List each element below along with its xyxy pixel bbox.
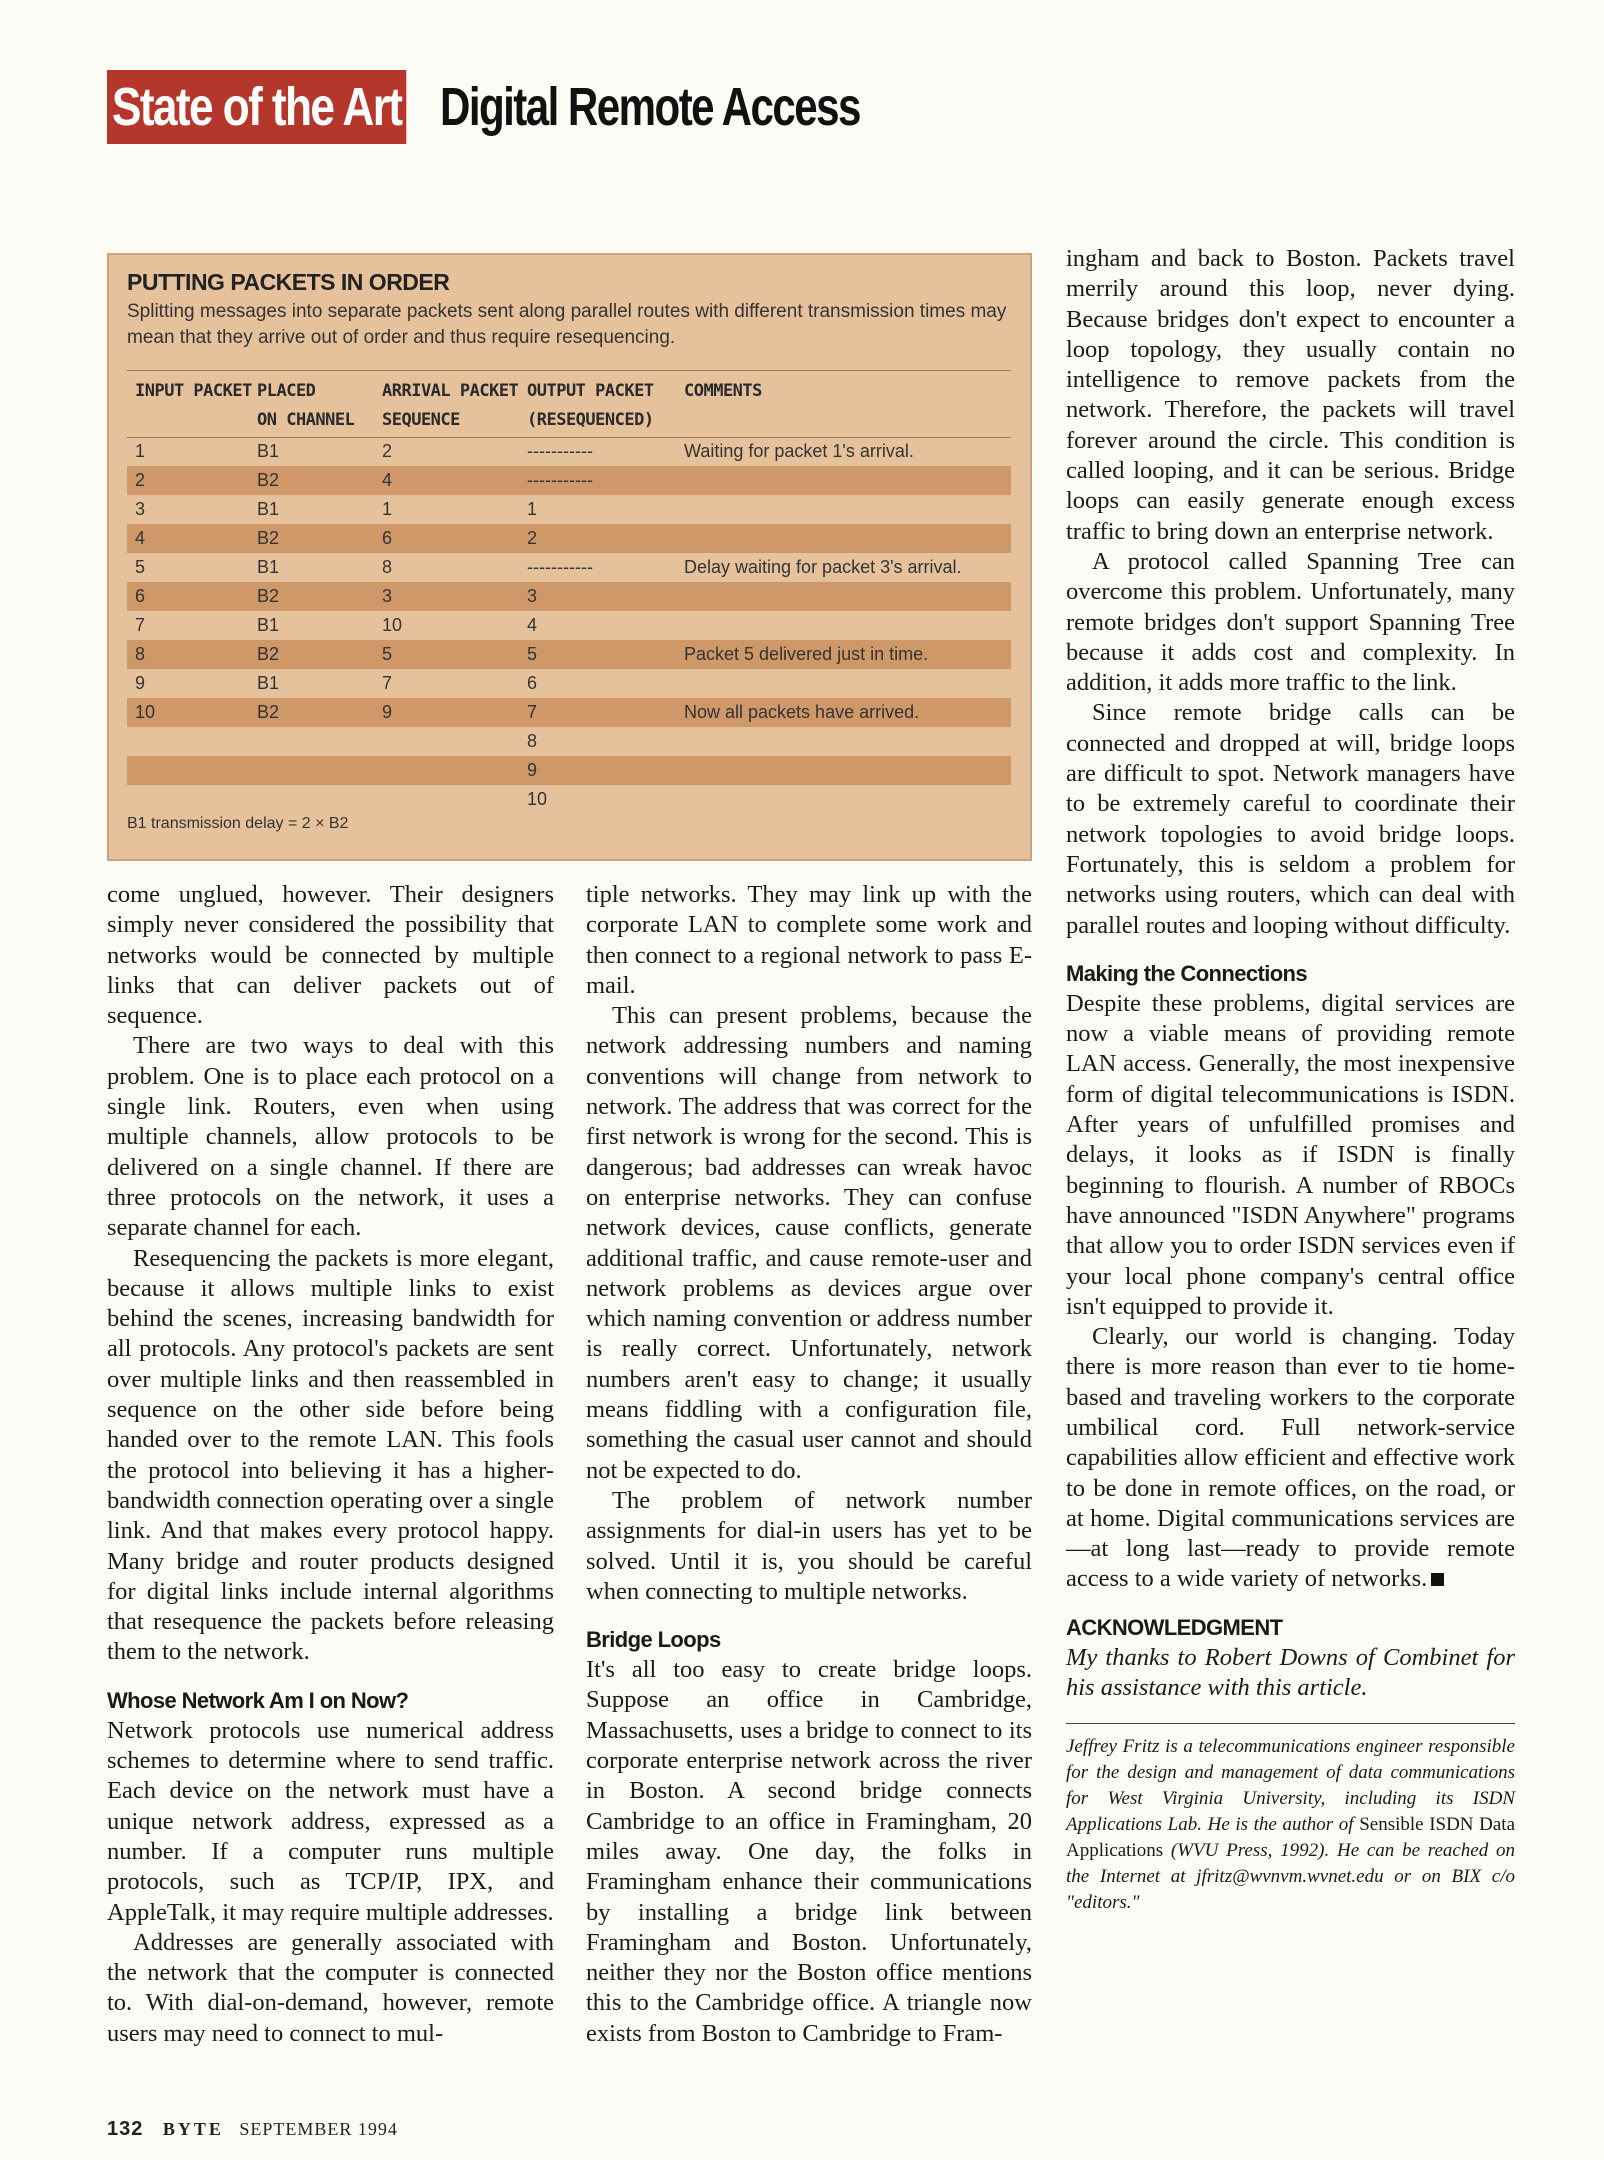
- table-row: [127, 611, 1011, 640]
- article-column-2: [586, 880, 1032, 2049]
- article-title: Digital Remote Access: [440, 77, 860, 137]
- paragraph: There are two ways to deal with this problem. One is to place each protocol on a single link. Routers, even when using multiple channels, allow protocols to be delivered on a single channel. If there are three protocols on the network, it uses a separate channel for each.: [107, 1032, 554, 1242]
- table-row: [127, 669, 1011, 698]
- page-footer: [107, 2118, 398, 2141]
- table-cell-arrival: 6: [382, 528, 393, 548]
- table-row: [127, 582, 1011, 611]
- table-cell-input: 6: [135, 586, 146, 606]
- table-cell-input: 4: [135, 528, 146, 548]
- article-column-3: [1066, 244, 1515, 1916]
- table-cell-channel: B1: [257, 615, 280, 635]
- packet-table: [127, 437, 1011, 814]
- table-cell-comment: Packet 5 delivered just in time.: [684, 644, 929, 664]
- paragraph: come unglued, however. Their designers simply never considered the possibility that networks would be connected by multiple links that can deliver packets out of sequence.: [107, 881, 554, 1030]
- table-row: [127, 524, 1011, 553]
- paragraph: This can present problems, because the network addressing numbers and naming conventions will change from network to network. The address that was correct for the first network is wrong for the second. This is dangerous; bad addresses can wreak havoc on enterprise networks. They can confuse network devices, cause conflicts, generate additional traffic, and cause remote-user and network problems as devices argue over which naming convention or address number is really correct. Unfortunately, network numbers aren't easy to change; it usually means fiddling with a configuration file, something the casual user cannot and should not be expected to do.: [586, 1002, 1032, 1484]
- table-cell-output: 2: [527, 528, 538, 548]
- paragraph: ingham and back to Boston. Packets travel merrily around this loop, never dying. Because bridges don't expect to encounter a loop topology, they usually contain no intelligence to remove packets from the network. Therefore, the packets will travel forever around the circle. This condition is called looping, and it can be serious. Bridge loops can easily generate enough excess traffic to bring down an enterprise network.: [1066, 245, 1515, 545]
- table-cell-input: 2: [135, 470, 146, 490]
- paragraph: Since remote bridge calls can be connected and dropped at will, bridge loops are difficult to spot. Network managers have to be extremely careful to coordinate their network topologies to avoid bridge loops. Fortunately, this is seldom a problem for networks using routers, which can deal with parallel routes and looping without difficulty.: [1066, 699, 1515, 939]
- table-cell-channel: B1: [257, 499, 280, 519]
- table-cell-channel: B1: [257, 673, 280, 693]
- table-cell-input: 10: [135, 702, 156, 722]
- column-header-arrival: ARRIVAL PACKET SEQUENCE: [382, 381, 519, 430]
- table-cell-output: 5: [527, 644, 538, 664]
- table-row: [127, 640, 1011, 669]
- table-cell-comment: Delay waiting for packet 3's arrival.: [684, 557, 962, 577]
- table-cell-input: 7: [135, 615, 146, 635]
- table-cell-input: 5: [135, 557, 146, 577]
- sidebar-note: B1 transmission delay = 2 × B2: [127, 815, 349, 832]
- paragraph: Network protocols use numerical address schemes to determine where to send traffic. Each device on the network must have a unique network address, expressed as a number. If a computer runs multiple protocols, such as TCP/IP, IPX, and AppleTalk, it may require multiple addresses.: [107, 1716, 554, 1926]
- table-cell-output: 4: [527, 615, 538, 635]
- paragraph: The problem of network number assignments for dial-in users has yet to be solved. Until it is, you should be careful when connecting to multiple networks.: [586, 1486, 1032, 1605]
- article-column-3-body: [1066, 244, 1515, 1595]
- table-cell-arrival: 2: [382, 441, 393, 461]
- table-cell-arrival: 7: [382, 673, 393, 693]
- sidebar-rule-top: [127, 370, 1011, 371]
- magazine-name: BYTE: [162, 2119, 224, 2139]
- column-header-output: OUTPUT PACKET (RESEQUENCED): [527, 381, 654, 430]
- paragraph: Clearly, our world is changing. Today there is more reason than ever to tie home-based and traveling workers to the corporate umbilical cord. Full network-service capabilities allow efficient and effective work to be done in remote offices, on the road, or at home. Digital communications services are—at long last—ready to provide remote access to a wide variety of networks.: [1066, 1323, 1515, 1593]
- table-cell-output: -----------: [527, 470, 593, 490]
- table-cell-input: 8: [135, 644, 146, 664]
- paragraph: Addresses are generally associated with the network that the computer is connected to. With dial-on-demand, however, remote users may need to connect to mul-: [107, 1928, 554, 2047]
- section-heading: Making the Connections: [1066, 960, 1308, 986]
- table-cell-output: 3: [527, 586, 538, 606]
- table-cell-comment: Now all packets have arrived.: [684, 702, 920, 722]
- column-header-input: INPUT PACKET: [135, 381, 252, 401]
- paragraph: It's all too easy to create bridge loops. Suppose an office in Cambridge, Massachusetts, uses a bridge to connect to its corporate enterprise network across the river in Boston. A second bridge connects Cambridge to an office in Framingham, 20 miles away. One day, the folks in Framingham enhance their communications by installing a bridge link between Framingham and Boston. Unfortunately, neither they nor the Boston office mentions this to the Cambridge office. A triangle now exists from Boston to Cambridge to Fram-: [586, 1656, 1032, 2047]
- end-mark-icon: [1431, 1573, 1444, 1586]
- table-cell-arrival: 3: [382, 586, 393, 606]
- table-cell-output: -----------: [527, 557, 593, 577]
- table-cell-output: 1: [527, 499, 538, 519]
- table-cell-arrival: 4: [382, 470, 393, 490]
- acknowledgment-text: My thanks to Robert Downs of Combinet for his assistance with this article.: [1066, 1643, 1515, 1702]
- table-cell-output: 9: [527, 760, 538, 780]
- author-bio: Jeffrey Fritz is a telecommunications engineer responsible for the design and management of data communications for West Virginia University, including its ISDN Applications Lab. He is the author of Sensible ISDN Data Applications (WVU Press, 1992). He can be reached on the Internet at jfritz@wvnvm.wvnet.edu or on BIX c/o "editors.": [1066, 1723, 1515, 1916]
- paragraph: Despite these problems, digital services are now a viable means of providing remote LAN access. Generally, the most inexpensive form of digital telecommunications is ISDN. After years of unfulfilled promises and delays, it looks as if ISDN is finally beginning to flourish. A number of RBOCs have announced "ISDN Anywhere" programs that allow you to order ISDN services even if your local phone company's central office isn't equipped to provide it.: [1066, 989, 1515, 1320]
- table-cell-output: -----------: [527, 441, 593, 461]
- column-header-comments: COMMENTS: [684, 381, 762, 401]
- table-cell-channel: B1: [257, 557, 280, 577]
- table-cell-output: 8: [527, 731, 538, 751]
- table-cell-comment: Waiting for packet 1's arrival.: [684, 441, 914, 461]
- table-row: [127, 785, 1011, 814]
- table-cell-arrival: 10: [382, 615, 403, 635]
- bio-book-title: Sensible ISDN Data Applications: [1066, 1814, 1516, 1862]
- table-cell-arrival: 1: [382, 499, 393, 519]
- column-header-channel: PLACED ON CHANNEL: [257, 381, 355, 430]
- table-cell-arrival: 5: [382, 644, 393, 664]
- table-row: [127, 495, 1011, 524]
- table-cell-channel: B2: [257, 644, 280, 664]
- table-row: [127, 698, 1011, 727]
- paragraph: Resequencing the packets is more elegant, because it allows multiple links to exist behind the scenes, increasing bandwidth for all protocols. Any protocol's packets are sent over multiple links and then reassembled in sequence on the other side before being handed over to the remote LAN. This fools the protocol into believing it has a higher-bandwidth connection operating over a single link. And that makes every protocol happy. Many bridge and router products designed for digital links include internal algorithms that resequence the packets before releasing them to the network.: [107, 1244, 554, 1666]
- table-cell-channel: B2: [257, 470, 280, 490]
- table-cell-channel: B2: [257, 702, 280, 722]
- paragraph: A protocol called Spanning Tree can overcome this problem. Unfortunately, many remote bridges don't support Spanning Tree because it adds cost and complexity. In addition, it adds more traffic to the link.: [1066, 547, 1515, 697]
- sidebar-subtitle: Splitting messages into separate packets sent along parallel routes with different transmission times may mean that they arrive out of order and thus require resequencing.: [127, 301, 1007, 348]
- table-cell-arrival: 8: [382, 557, 393, 577]
- table-cell-channel: B2: [257, 586, 280, 606]
- issue-date: SEPTEMBER 1994: [239, 2119, 398, 2139]
- section-heading: Whose Network Am I on Now?: [107, 1687, 409, 1713]
- acknowledgment-heading: ACKNOWLEDGMENT: [1066, 1614, 1283, 1640]
- table-cell-output: 7: [527, 702, 538, 722]
- section-tag: State of the Art: [107, 70, 406, 144]
- page-number: 132: [107, 2118, 144, 2140]
- table-cell-channel: B1: [257, 441, 280, 461]
- table-cell-input: 9: [135, 673, 146, 693]
- table-cell-channel: B2: [257, 528, 280, 548]
- sidebar-box: [107, 253, 1032, 861]
- table-row: [127, 437, 1011, 466]
- section-heading: Bridge Loops: [586, 1627, 721, 1653]
- page-header: [107, 70, 978, 144]
- table-cell-input: 1: [135, 441, 146, 461]
- article-column-1: [107, 880, 554, 2049]
- table-cell-output: 6: [527, 673, 538, 693]
- table-cell-arrival: 9: [382, 702, 393, 722]
- table-row: [127, 727, 1011, 756]
- table-cell-input: 3: [135, 499, 146, 519]
- sidebar-title: PUTTING PACKETS IN ORDER: [127, 269, 450, 295]
- table-row: [127, 756, 1011, 785]
- table-cell-output: 10: [527, 789, 548, 809]
- table-row: [127, 466, 1011, 495]
- table-row: [127, 553, 1011, 582]
- paragraph: tiple networks. They may link up with the corporate LAN to complete some work and then connect to a regional network to pass E-mail.: [586, 881, 1032, 999]
